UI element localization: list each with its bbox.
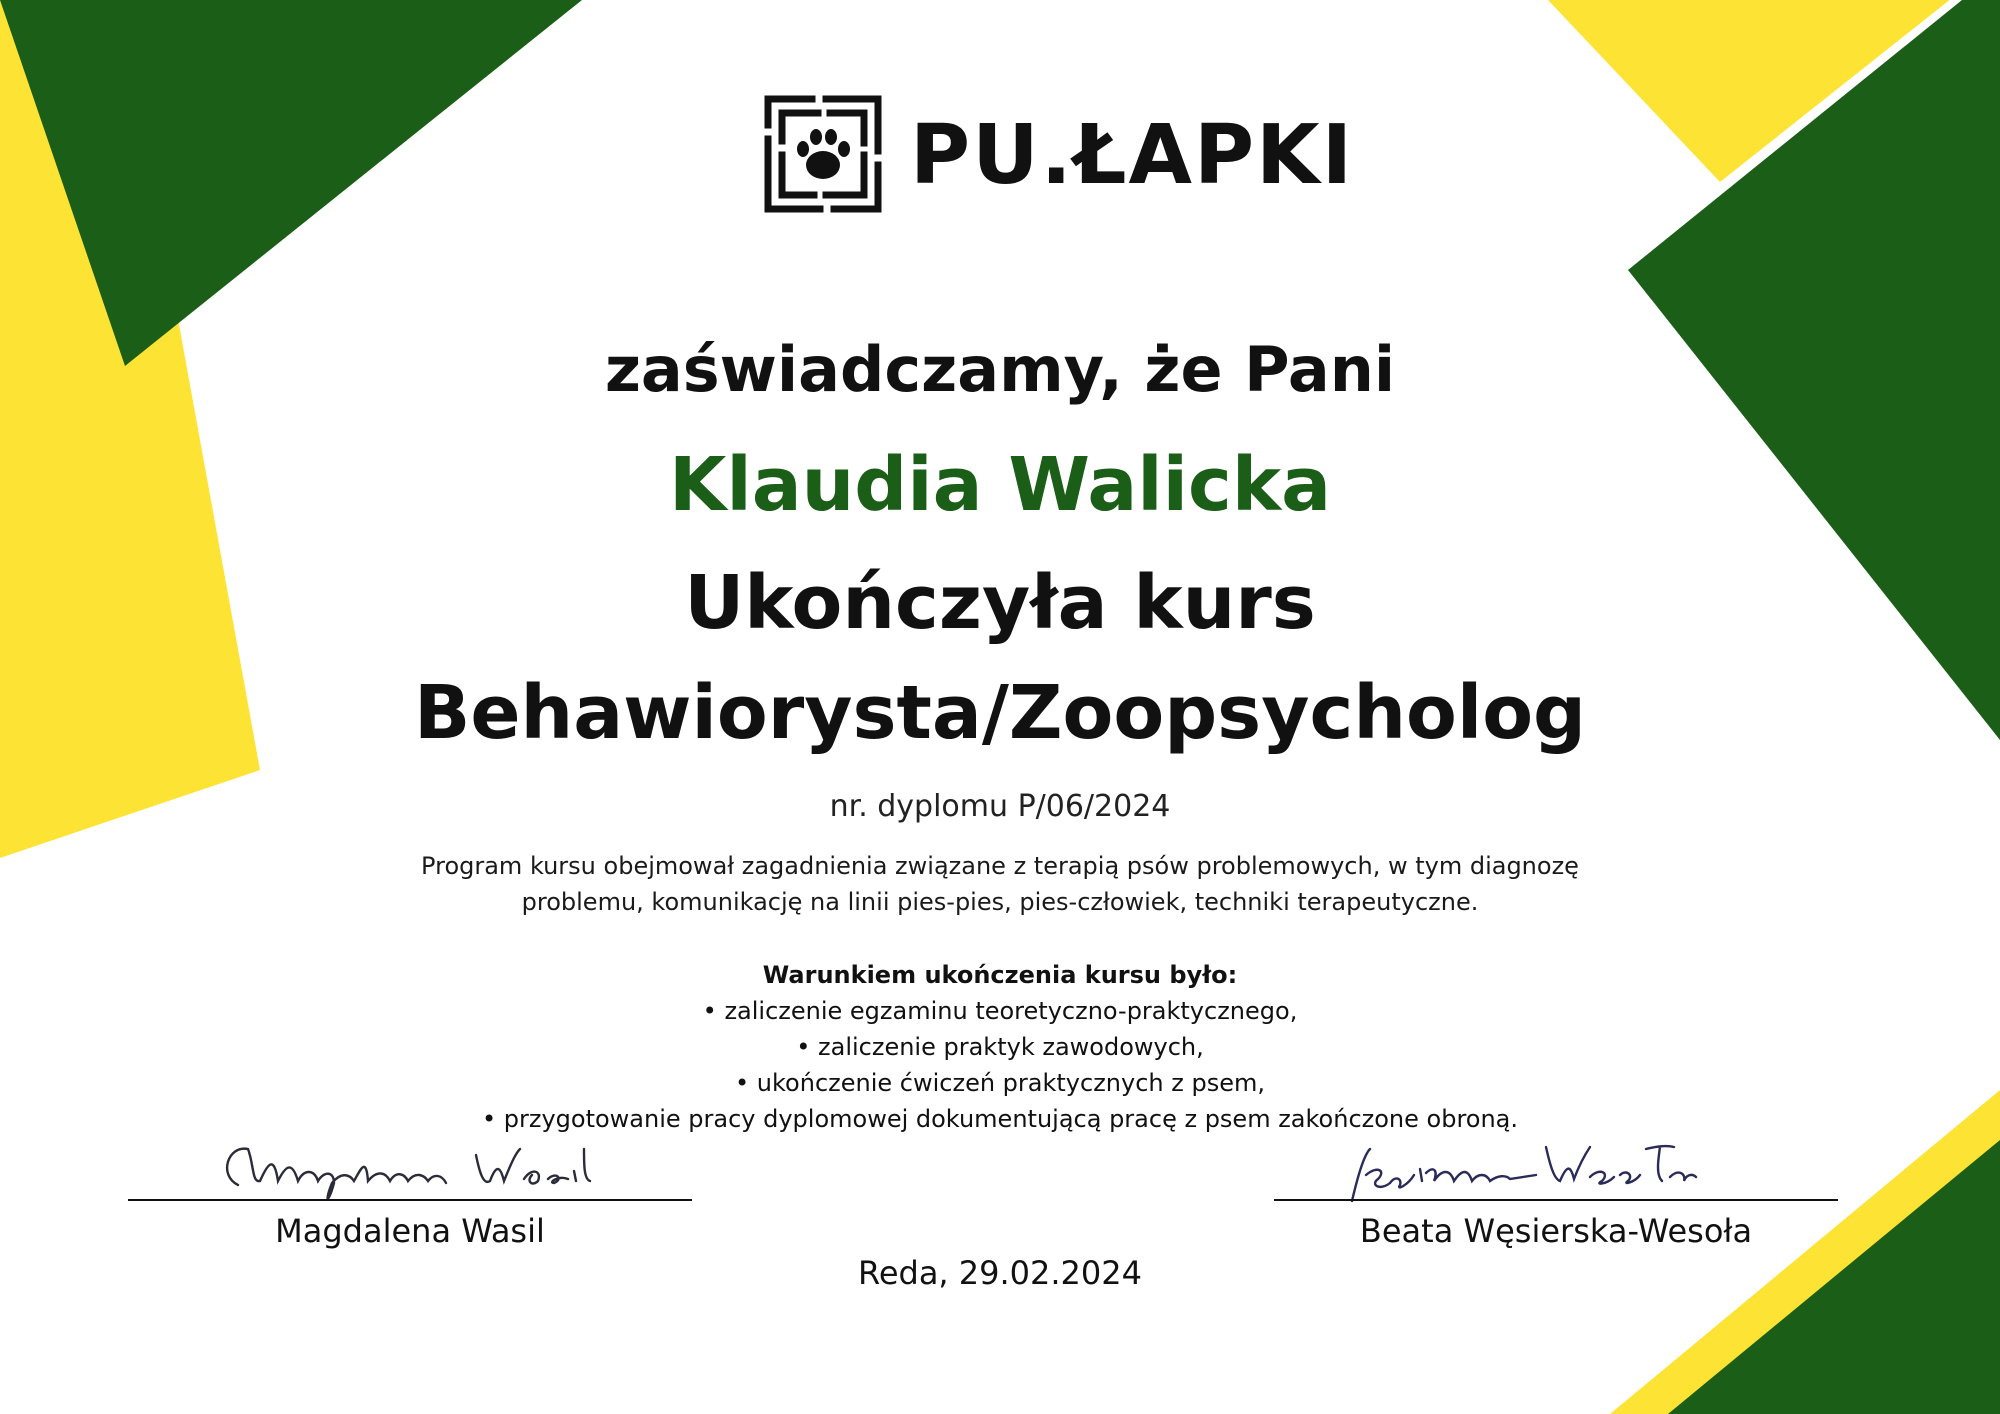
- condition-item: • zaliczenie egzaminu teoretyczno-praktycznego,: [702, 997, 1298, 1025]
- handwritten-signature: [1274, 1135, 1838, 1207]
- diploma-number: nr. dyplomu P/06/2024: [829, 789, 1171, 824]
- program-description: [0, 848, 2000, 920]
- signatory-name: Beata Węsierska-Wesoła: [1359, 1212, 1753, 1250]
- program-line: Program kursu obejmował zagadnienia związane z terapią psów problemowych, w tym diagnozę: [421, 852, 1579, 880]
- paw-maze-logo-icon: [764, 95, 882, 213]
- conditions-list: [0, 993, 2000, 1137]
- conditions-title: Warunkiem ukończenia kursu było:: [762, 961, 1238, 989]
- condition-item: • ukończenie ćwiczeń praktycznych z psem,: [735, 1069, 1265, 1097]
- certificate-intro: zaświadczamy, że Pani: [604, 333, 1396, 406]
- course-completed-heading: Ukończyła kurs: [684, 560, 1316, 646]
- place-and-date: Reda, 29.02.2024: [858, 1254, 1142, 1292]
- condition-item: • zaliczenie praktyk zawodowych,: [796, 1033, 1204, 1061]
- handwritten-signature: [128, 1135, 692, 1207]
- brand-logo: [764, 95, 1355, 215]
- signature-line: [1274, 1199, 1838, 1201]
- brand-name: PU.ŁAPKI: [910, 108, 1355, 203]
- program-line: problemu, komunikację na linii pies-pies, pies-człowiek, techniki terapeutyczne.: [521, 888, 1479, 916]
- recipient-name: Klaudia Walicka: [668, 442, 1332, 528]
- course-name: Behawiorysta/Zoopsycholog: [413, 670, 1587, 756]
- signature-line: [128, 1199, 692, 1201]
- condition-item: • przygotowanie pracy dyplomowej dokumentującą pracę z psem zakończone obroną.: [481, 1105, 1519, 1133]
- signatory-name: Magdalena Wasil: [275, 1212, 545, 1250]
